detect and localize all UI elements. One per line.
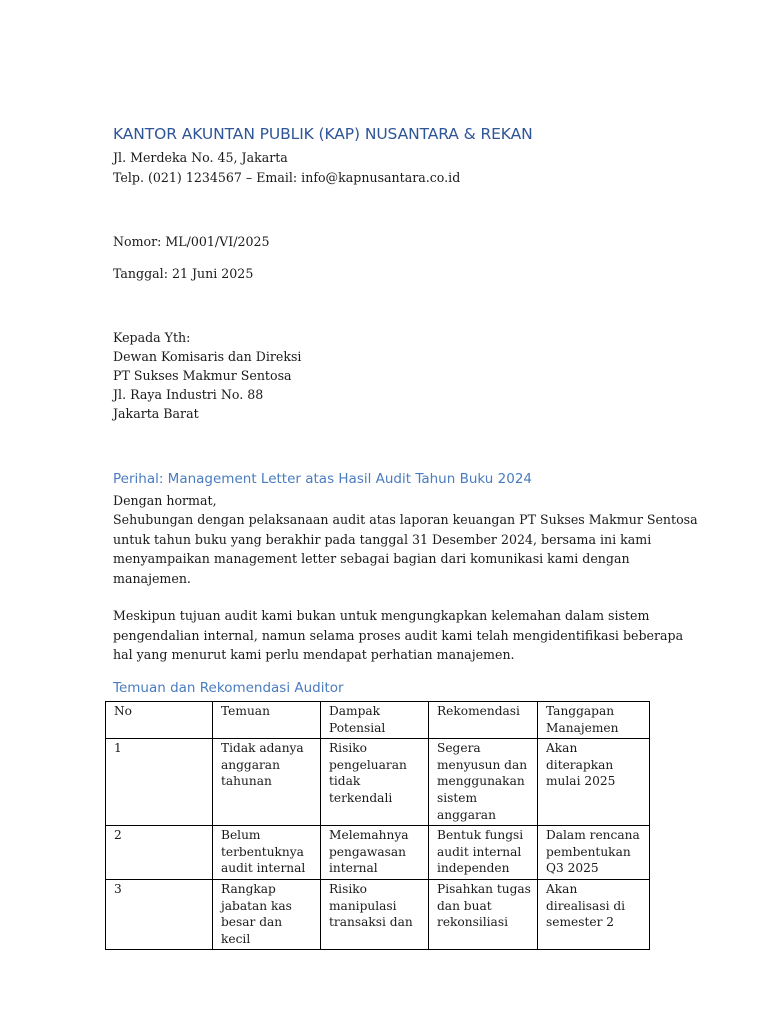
- salutation: Dengan hormat,: [113, 493, 217, 508]
- subject-heading: Perihal: Management Letter atas Hasil Audit Tahun Buku 2024: [113, 471, 533, 487]
- findings-heading: Temuan dan Rekomendasi Auditor: [113, 680, 344, 696]
- table-cell: Risiko pengeluaran tidak terkendali: [321, 739, 429, 826]
- letter-number: Nomor: ML/001/VI/2025: [113, 234, 270, 249]
- table-cell: 2: [106, 826, 213, 880]
- header-cell-impact: Dampak Potensial: [321, 702, 429, 739]
- body-paragraph-2: [113, 606, 684, 665]
- table-cell: 3: [106, 879, 213, 949]
- header-cell-response: Tanggapan Manajemen: [538, 702, 650, 739]
- firm-name-heading: KANTOR AKUNTAN PUBLIK (KAP) NUSANTARA & REKAN: [113, 125, 533, 143]
- table-cell: Belum terbentuknya audit internal: [213, 826, 321, 880]
- paragraph-line: Meskipun tujuan audit kami bukan untuk mengungkapkan kelemahan dalam sistem: [113, 608, 650, 623]
- recipient-line: Jakarta Barat: [113, 406, 199, 421]
- paragraph-line: Sehubungan dengan pelaksanaan audit atas laporan keuangan PT Sukses Makmur Sentosa: [113, 512, 698, 527]
- paragraph-line: manajemen.: [113, 570, 191, 586]
- recipient-greeting: Kepada Yth:: [113, 330, 191, 345]
- table-cell: Akan direalisasi di semester 2: [538, 879, 650, 949]
- table-cell: Tidak adanya anggaran tahunan: [213, 739, 321, 826]
- table-cell: Dalam rencana pembentukan Q3 2025: [538, 826, 650, 880]
- letter-date: Tanggal: 21 Juni 2025: [113, 266, 254, 281]
- paragraph-line: pengendalian internal, namun selama proses audit kami telah mengidentifikasi beberapa: [113, 627, 684, 643]
- findings-table: [105, 701, 650, 950]
- table-row: [106, 879, 650, 949]
- table-cell: Melemahnya pengawasan internal: [321, 826, 429, 880]
- body-paragraph-1: [113, 510, 698, 588]
- table-cell: Bentuk fungsi audit internal independen: [429, 826, 538, 880]
- header-cell-finding: Temuan: [213, 702, 321, 739]
- header-cell-recommendation: Rekomendasi: [429, 702, 538, 739]
- table-cell: Rangkap jabatan kas besar dan kecil: [213, 879, 321, 949]
- table-header-row: [106, 702, 650, 739]
- table-cell: 1: [106, 739, 213, 826]
- recipient-line: Jl. Raya Industri No. 88: [113, 387, 264, 402]
- recipient-line: PT Sukses Makmur Sentosa: [113, 368, 292, 383]
- table-cell: Segera menyusun dan menggunakan sistem anggaran: [429, 739, 538, 826]
- recipient-line: Dewan Komisaris dan Direksi: [113, 349, 302, 364]
- firm-contact: Telp. (021) 1234567 – Email: info@kapnusantara.co.id: [113, 170, 461, 185]
- paragraph-line: hal yang menurut kami perlu mendapat perhatian manajemen.: [113, 647, 515, 662]
- table-cell: Akan diterapkan mulai 2025: [538, 739, 650, 826]
- table-row: [106, 739, 650, 826]
- table-cell: Risiko manipulasi transaksi dan: [321, 879, 429, 949]
- paragraph-line: menyampaikan management letter sebagai bagian dari komunikasi kami dengan: [113, 551, 630, 566]
- header-cell-no: No: [106, 702, 213, 739]
- firm-address: Jl. Merdeka No. 45, Jakarta: [113, 150, 288, 165]
- table-row: [106, 826, 650, 880]
- paragraph-line: untuk tahun buku yang berakhir pada tanggal 31 Desember 2024, bersama ini kami: [113, 531, 652, 547]
- table-cell: Pisahkan tugas dan buat rekonsiliasi: [429, 879, 538, 949]
